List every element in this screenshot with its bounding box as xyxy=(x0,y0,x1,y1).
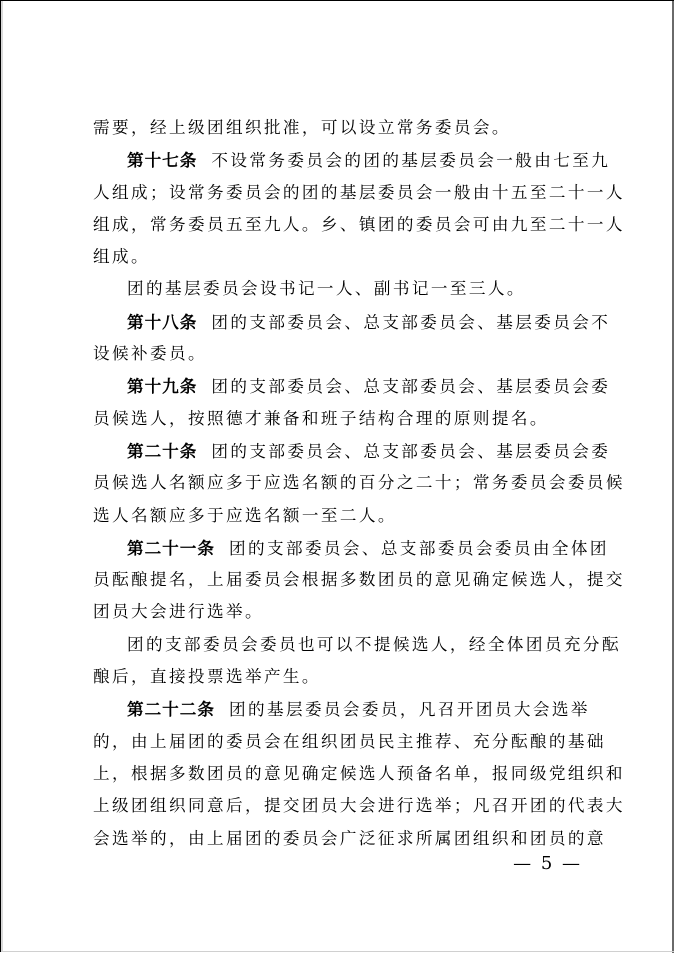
line-text: 团的支部委员会、总支部委员会、基层委员会委 xyxy=(211,377,611,397)
line-text: 组成。 xyxy=(93,247,150,267)
line-text: 团员大会进行选举。 xyxy=(93,602,264,622)
line-text: 员候选人名额应多于应选名额的百分之二十；常务委员会委员候 xyxy=(93,473,625,493)
line-text: 员候选人，按照德才兼备和班子结构合理的原则提名。 xyxy=(93,408,549,428)
line-text: 上，根据多数团员的意见确定候选人预备名单，报同级党组织和 xyxy=(93,763,625,783)
document-body xyxy=(93,117,625,860)
article-number: 第十九条 xyxy=(127,376,198,397)
line-text: 的，由上届团的委员会在组织团员民主推荐、充分酝酿的基础 xyxy=(93,731,606,751)
line-text: 不设常务委员会的团的基层委员会一般由七至九 xyxy=(211,151,611,171)
article-number: 第十七条 xyxy=(127,150,198,171)
line-text: 设候补委员。 xyxy=(93,344,207,364)
text-line xyxy=(93,634,621,666)
page-number: — 5 — xyxy=(513,853,582,874)
line-text: 团的支部委员会、总支部委员会委员由全体团 xyxy=(228,538,609,558)
text-line xyxy=(93,731,606,763)
text-line xyxy=(93,505,591,537)
text-line xyxy=(93,311,611,343)
text-line xyxy=(93,472,625,504)
text-line xyxy=(93,149,611,181)
line-text: 团的支部委员会、总支部委员会、基层委员会委 xyxy=(211,441,611,461)
line-text: 会选举的，由上届团的委员会广泛征求所属团组织和团员的意 xyxy=(93,828,606,848)
article-number: 第二十条 xyxy=(127,440,198,461)
text-line xyxy=(93,537,609,569)
line-text: 组成，常务委员五至九人。乡、镇团的委员会可由九至二十一人 xyxy=(93,214,625,234)
line-text: 选人名额应多于应选名额一至二人。 xyxy=(93,505,397,525)
text-line xyxy=(93,698,591,730)
text-line xyxy=(93,117,591,149)
text-line xyxy=(93,440,611,472)
text-line xyxy=(93,795,625,827)
text-line xyxy=(93,214,625,246)
text-line xyxy=(93,569,625,601)
text-line xyxy=(93,278,591,310)
line-text: 员酝酿提名，上届委员会根据多数团员的意见确定候选人，提交 xyxy=(93,570,625,590)
line-text: 酿后，直接投票选举产生。 xyxy=(93,667,321,687)
text-line xyxy=(93,666,591,698)
text-line xyxy=(93,408,591,440)
line-text: 人组成；设常务委员会的团的基层委员会一般由十五至二十一人 xyxy=(93,182,625,202)
text-line xyxy=(93,182,625,214)
line-text: 团的基层委员会委员，凡召开团员大会选举 xyxy=(228,700,590,720)
line-text: 上级团组织同意后，提交团员大会进行选举；凡召开团的代表大 xyxy=(93,796,625,816)
article-number: 第二十一条 xyxy=(127,537,215,558)
article-number: 第十八条 xyxy=(127,311,198,332)
line-text: 团的支部委员会委员也可以不提候选人，经全体团员充分酝 xyxy=(127,634,621,654)
line-text: 团的基层委员会设书记一人、副书记一至三人。 xyxy=(127,279,526,299)
text-line xyxy=(93,343,591,375)
line-text: 需要，经上级团组织批准，可以设立常务委员会。 xyxy=(93,118,511,137)
article-number: 第二十二条 xyxy=(127,699,215,720)
text-line xyxy=(93,375,611,407)
text-line xyxy=(93,601,591,633)
text-line xyxy=(93,763,625,795)
line-text: 团的支部委员会、总支部委员会、基层委员会不 xyxy=(211,312,611,332)
text-line xyxy=(93,246,591,278)
